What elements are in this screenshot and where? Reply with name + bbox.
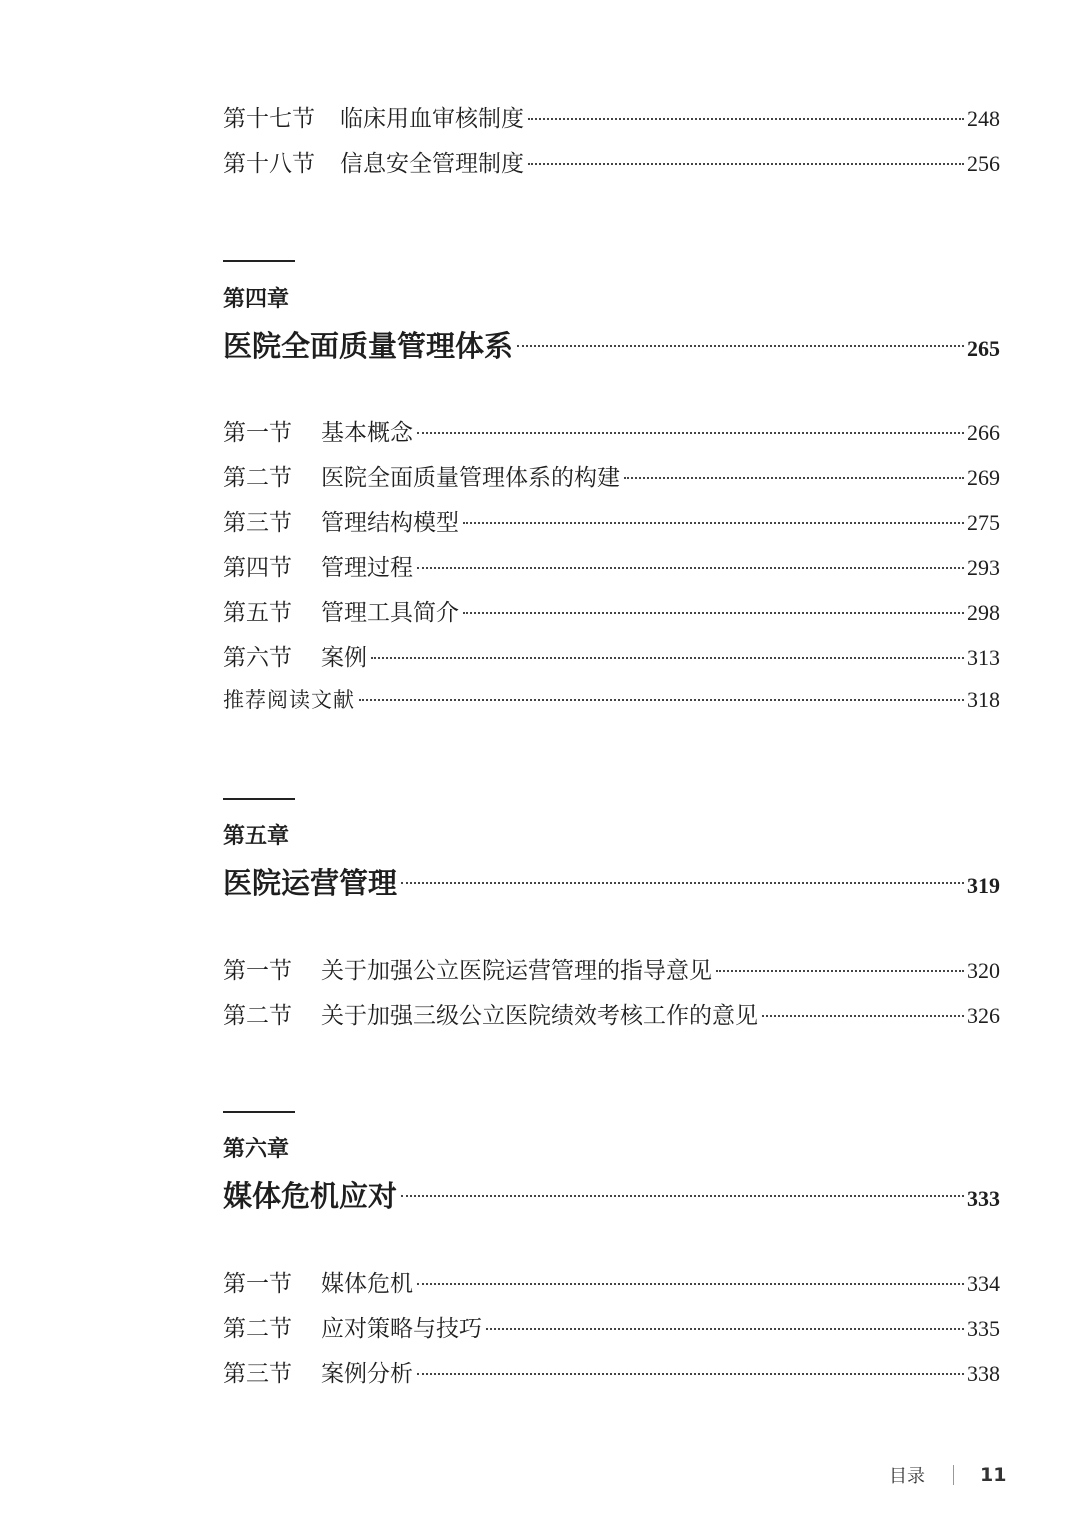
- toc-entry[interactable]: [223, 952, 1000, 986]
- chapter-title-entry[interactable]: [223, 1174, 1000, 1216]
- chapter-title-entry[interactable]: [223, 861, 1000, 903]
- page-number: 265: [967, 336, 1000, 361]
- chapter-rule: [223, 1111, 295, 1113]
- section-number: 第一节: [223, 1271, 292, 1297]
- section-title: 医院全面质量管理体系的构建: [321, 465, 620, 491]
- section-title: 信息安全管理制度: [340, 151, 524, 177]
- section-number: 第二节: [223, 1316, 292, 1342]
- chapter-rule: [223, 260, 295, 262]
- chapter-label: 第六章: [223, 1136, 290, 1162]
- toc-entry[interactable]: [223, 549, 1000, 583]
- chapter-title: 医院全面质量管理体系: [223, 329, 514, 363]
- toc-entry[interactable]: [223, 1310, 1000, 1344]
- dot-leader: [528, 163, 964, 165]
- toc-entry[interactable]: [223, 997, 1000, 1031]
- dot-leader: [359, 699, 964, 701]
- chapter-title: 媒体危机应对: [223, 1179, 398, 1213]
- section-number: 第三节: [223, 510, 292, 536]
- page-number: 326: [967, 1003, 1000, 1028]
- section-title: 基本概念: [321, 420, 413, 446]
- dot-leader: [463, 522, 964, 524]
- page-number: 269: [967, 465, 1000, 490]
- page-number: 313: [967, 645, 1000, 670]
- toc-entry[interactable]: [223, 100, 1000, 134]
- chapter-label: 第五章: [223, 823, 290, 849]
- section-title: 管理过程: [321, 555, 413, 581]
- dot-leader: [401, 882, 964, 884]
- section-number: 第二节: [223, 1003, 292, 1029]
- section-number: 第二节: [223, 465, 292, 491]
- toc-entry[interactable]: [223, 594, 1000, 628]
- page-number: 318: [967, 687, 1000, 712]
- page-number: 266: [967, 420, 1000, 445]
- chapter-title: 医院运营管理: [223, 866, 398, 900]
- section-title: 关于加强公立医院运营管理的指导意见: [321, 958, 712, 984]
- footer-page-number: 11: [980, 1464, 1007, 1486]
- section-title: 临床用血审核制度: [340, 106, 524, 132]
- section-title: 案例分析: [321, 1361, 413, 1387]
- dot-leader: [528, 118, 964, 120]
- dot-leader: [371, 657, 964, 659]
- page-footer: [889, 1462, 1006, 1488]
- dot-leader: [716, 970, 964, 972]
- dot-leader: [486, 1328, 964, 1330]
- section-number: 第十七节: [223, 106, 315, 132]
- section-number: 第十八节: [223, 151, 315, 177]
- section-title: 关于加强三级公立医院绩效考核工作的意见: [321, 1003, 758, 1029]
- toc-entry[interactable]: [223, 639, 1000, 673]
- toc-entry[interactable]: [223, 1265, 1000, 1299]
- page-number: 335: [967, 1316, 1000, 1341]
- page-number: 256: [967, 151, 1000, 176]
- section-number: 第五节: [223, 600, 292, 626]
- dot-leader: [624, 477, 964, 479]
- page-number: 338: [967, 1361, 1000, 1386]
- toc-entry-reading[interactable]: [223, 684, 1000, 718]
- page-number: 293: [967, 555, 1000, 580]
- page-number: 319: [967, 873, 1000, 898]
- section-title: 案例: [321, 645, 367, 671]
- footer-section-label: 目录: [889, 1466, 925, 1487]
- chapter-rule: [223, 798, 295, 800]
- dot-leader: [417, 567, 964, 569]
- dot-leader: [517, 345, 964, 347]
- page-number: 333: [967, 1186, 1000, 1211]
- section-number: 第四节: [223, 555, 292, 581]
- section-title: 管理结构模型: [321, 510, 459, 536]
- dot-leader: [463, 612, 964, 614]
- section-number: 第一节: [223, 420, 292, 446]
- section-number: 第六节: [223, 645, 292, 671]
- reading-list-title: 推荐阅读文献: [223, 688, 355, 712]
- chapter-title-entry[interactable]: [223, 324, 1000, 366]
- page-number: 275: [967, 510, 1000, 535]
- toc-entry[interactable]: [223, 414, 1000, 448]
- dot-leader: [417, 1283, 964, 1285]
- chapter-label: 第四章: [223, 286, 290, 312]
- section-title: 管理工具简介: [321, 600, 459, 626]
- dot-leader: [762, 1015, 964, 1017]
- footer-divider: [953, 1465, 954, 1485]
- dot-leader: [401, 1195, 964, 1197]
- dot-leader: [417, 1373, 964, 1375]
- dot-leader: [417, 432, 964, 434]
- toc-entry[interactable]: [223, 459, 1000, 493]
- page-number: 298: [967, 600, 1000, 625]
- toc-entry[interactable]: [223, 1355, 1000, 1389]
- section-number: 第一节: [223, 958, 292, 984]
- page-number: 248: [967, 106, 1000, 131]
- section-title: 应对策略与技巧: [321, 1316, 482, 1342]
- toc-page: [223, 0, 1000, 1538]
- toc-entry[interactable]: [223, 145, 1000, 179]
- toc-entry[interactable]: [223, 504, 1000, 538]
- section-title: 媒体危机: [321, 1271, 413, 1297]
- page-number: 334: [967, 1271, 1000, 1296]
- page-number: 320: [967, 958, 1000, 983]
- section-number: 第三节: [223, 1361, 292, 1387]
